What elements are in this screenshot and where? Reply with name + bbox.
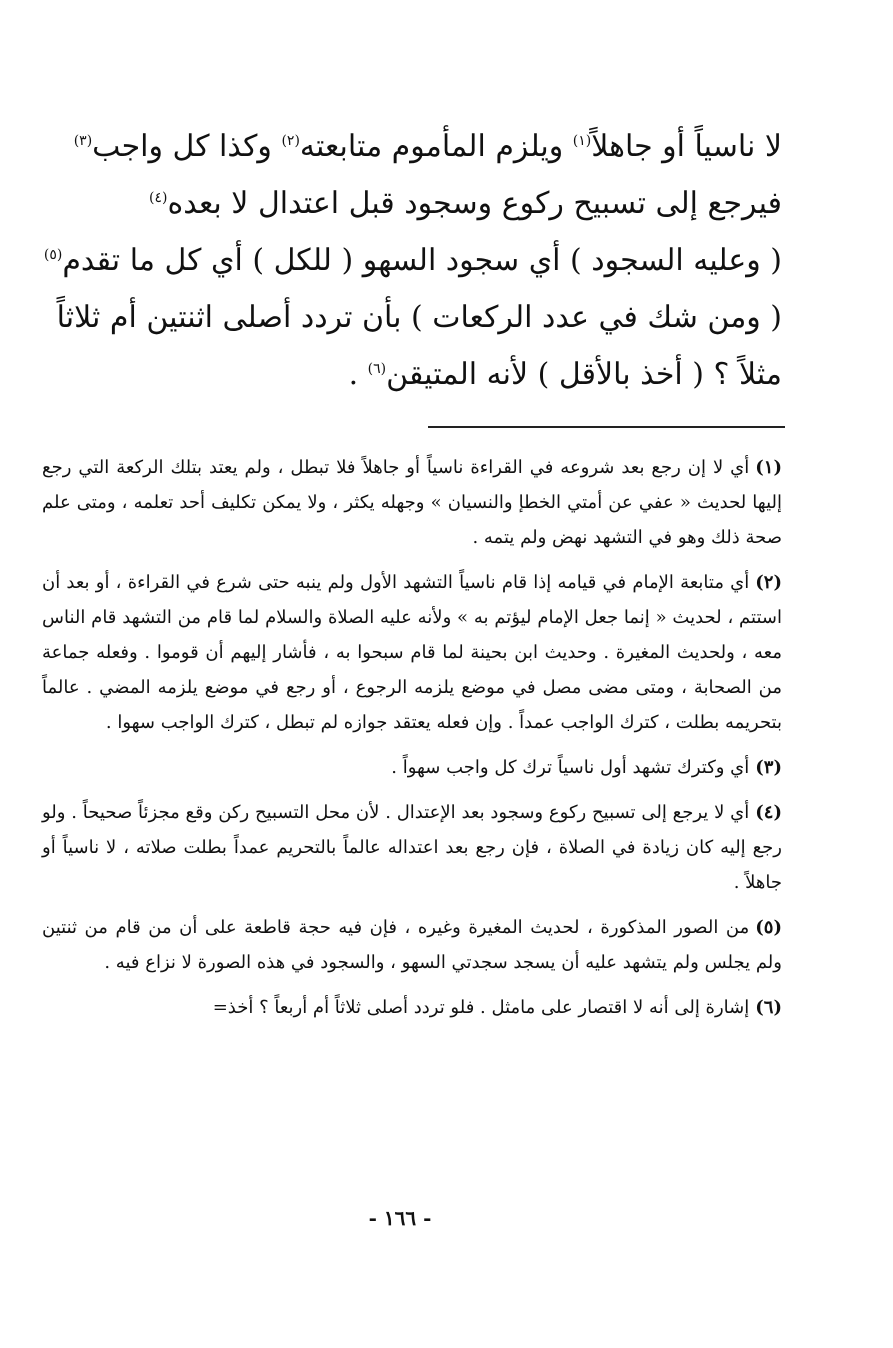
main-line [52, 118, 782, 175]
footnote [42, 990, 782, 1025]
footnote-number: (١) [755, 457, 782, 478]
footnote-text: إشارة إلى أنه لا اقتصار على مامثل . فلو تردد أصلى ثلاثاً أم أربعاً ؟ أخذ= [212, 997, 750, 1018]
text-fragment: فيرجع إلى تسبيح ركوع وسجود قبل اعتدال لا بعده [167, 186, 782, 221]
footnote-text: أي متابعة الإمام في قيامه إذا قام ناسياً التشهد الأول ولم ينبه حتى شرع في القراءة ، أو بعد أن استتم ، لحديث « إنما جعل الإمام ليؤتم به » ولأنه عليه الصلاة والسلام لما قام من التشهد قام الناس معه ، ولحديث المغيرة . وحديث ابن بحينة لما قام سبحوا به ، فأشار إليهم أن قوموا . وفعله جماعة من الصحابة ، ومتى مضى مصل في موضع يلزمه الرجوع ، أو رجع في موضع يلزمه المضي . عالماً بتحريمه بطلت ، كترك الواجب عمداً . وإن فعله يعتقد جوازه لم تبطل ، كترك الواجب سهوا . [42, 572, 782, 733]
footnote-ref[interactable]: (٥) [43, 247, 63, 263]
footnote-ref[interactable]: (٣) [73, 133, 93, 149]
footnote-number: (٣) [755, 757, 782, 778]
text-fragment: وكذا كل واجب [92, 129, 282, 164]
footnote-separator [428, 426, 785, 428]
footnote [42, 910, 782, 980]
main-text [43, 118, 782, 403]
footnote-ref[interactable]: (١) [572, 133, 592, 149]
text-fragment: لا ناسياً أو جاهلاً [591, 129, 782, 164]
text-fragment: . [348, 357, 368, 392]
text-fragment: ويلزم المأموم متابعته [299, 129, 573, 164]
text-fragment: ( ومن شك في عدد الركعات ) بأن تردد أصلى اثنتين أم ثلاثاً [56, 300, 782, 335]
footnotes [42, 450, 782, 1035]
text-fragment: مثلاً ؟ ( أخذ بالأقل ) لأنه المتيقن [386, 357, 782, 392]
main-line [52, 346, 782, 403]
page-number: - ١٦٦ - [368, 1206, 432, 1230]
footnote-text: أي وكترك تشهد أول ناسياً ترك كل واجب سهواً . [391, 757, 750, 778]
main-line [52, 175, 782, 232]
footnote [42, 750, 782, 785]
footnote [42, 450, 782, 555]
footnote-text: أي لا إن رجع بعد شروعه في القراءة ناسياً أو جاهلاً فلا تبطل ، ولم يعتد بتلك الركعة التي رجع إليها لحديث « عفي عن أمتي الخطإ والنسيان » وجهله يكثر ، ولا يمكن تكليف أحد تعلمه ، ومتى علم صحة ذلك وهو في التشهد نهض ولم يتمه . [42, 457, 782, 548]
footnote-text: من الصور المذكورة ، لحديث المغيرة وغيره ، فإن فيه حجة قاطعة على أن من قام من ثنتين ولم يجلس ولم يتشهد عليه أن يسجد سجدتي السهو ، والسجود في هذه الصورة لا نزاع فيه . [42, 917, 782, 973]
footnote-number: (٥) [755, 917, 782, 938]
footnote-number: (٤) [755, 802, 782, 823]
footnote-text: أي لا يرجع إلى تسبيح ركوع وسجود بعد الإعتدال . لأن محل التسبيح ركن وقع مجزئاً صحيحاً . ولو رجع إليه كان زيادة في الصلاة ، فإن رجع بعد اعتداله عالماً بالتحريم عمداً بطلت صلاته ، لا ناسياً أو جاهلاً . [42, 802, 782, 893]
footnote-ref[interactable]: (٦) [367, 361, 387, 377]
footnote-ref[interactable]: (٢) [281, 133, 300, 149]
main-line [43, 232, 782, 289]
footnote [42, 565, 782, 740]
footnote-number: (٦) [755, 997, 782, 1018]
text-fragment: ( وعليه السجود ) أي سجود السهو ( للكل ) أي كل ما تقدم [62, 243, 782, 278]
footnote-ref[interactable]: (٤) [149, 190, 168, 206]
footnote-number: (٢) [755, 572, 782, 593]
main-line [52, 289, 782, 346]
footnote [42, 795, 782, 900]
